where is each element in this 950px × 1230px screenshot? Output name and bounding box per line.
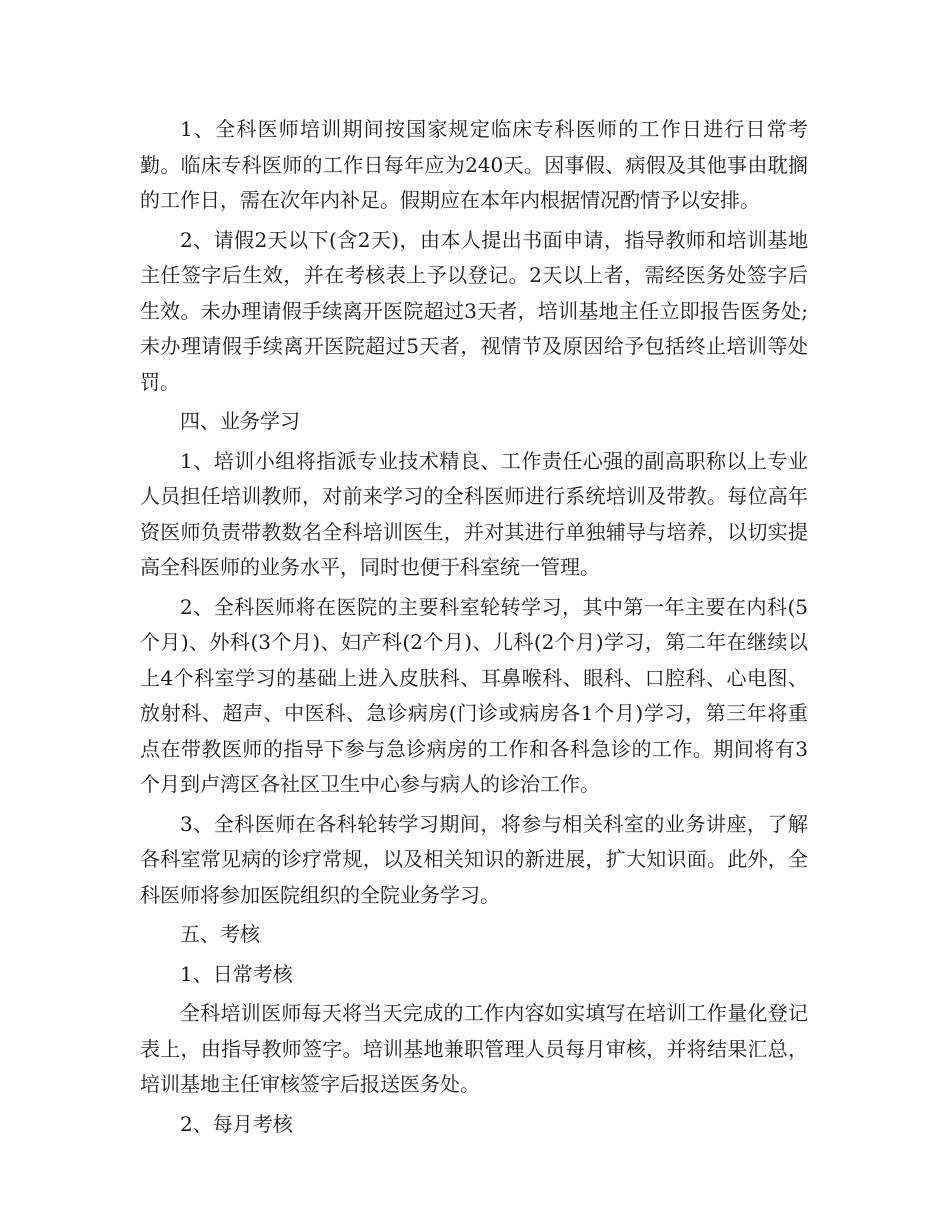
subheading-monthly-assessment: 2、每月考核 xyxy=(180,1111,293,1136)
paragraph-daily-record: 全科培训医师每天将当天完成的工作内容如实填写在培训工作量化登记表上，由指导教师签字。培训基地兼职管理人员每月审核，并将结果汇总，培训基地主任审核签字后报送医务处。 xyxy=(140,1001,808,1096)
document-body xyxy=(140,112,808,1146)
subheading-daily-assessment: 1、日常考核 xyxy=(180,961,293,986)
paragraph-training-team: 1、培训小组将指派专业技术精良、工作责任心强的副高职称以上专业人员担任培训教师，对前来学习的全科医师进行系统培训及带教。每位高年资医师负责带教数名全科培训医生，并对其进行单独辅导与培养，以切实提高全科医师的业务水平，同时也便于科室统一管理。 xyxy=(140,448,808,579)
paragraph-lectures: 3、全科医师在各科轮转学习期间，将参与相关科室的业务讲座，了解各科室常见病的诊疗常规，以及相关知识的新进展，扩大知识面。此外，全科医师将参加医院组织的全院业务学习。 xyxy=(140,811,808,907)
section-heading-study: 四、业务学习 xyxy=(180,409,300,433)
paragraph-attendance: 1、全科医师培训期间按国家规定临床专科医师的工作日进行日常考勤。临床专科医师的工作日每年应为240天。因事假、病假及其他事由耽搁的工作日，需在次年内补足。假期应在本年内根据情况酌情予以安排。 xyxy=(140,117,808,212)
paragraph-rotation: 2、全科医师将在医院的主要科室轮转学习，其中第一年主要在内科(5个月)、外科(3个月)、妇产科(2个月)、儿科(2个月)学习，第二年在继续以上4个科室学习的基础上进入皮肤科、耳鼻喉科、眼科、口腔科、心电图、放射科、超声、中医科、急诊病房(门诊或病房各1个月)学习，第三年将重点在带教医师的指导下参与急诊病房的工作和各科急诊的工作。期间将有3个月到卢湾区各社区卫生中心参与病人的诊治工作。 xyxy=(140,594,808,796)
section-heading-assessment: 五、考核 xyxy=(180,922,260,946)
paragraph-leave-request: 2、请假2天以下(含2天)，由本人提出书面申请，指导教师和培训基地主任签字后生效，并在考核表上予以登记。2天以上者，需经医务处签字后生效。未办理请假手续离开医院超过3天者，培训基地主任立即报告医务处;未办理请假手续离开医院超过5天者，视情节及原因给予包括终止培训等处罚。 xyxy=(140,227,808,394)
